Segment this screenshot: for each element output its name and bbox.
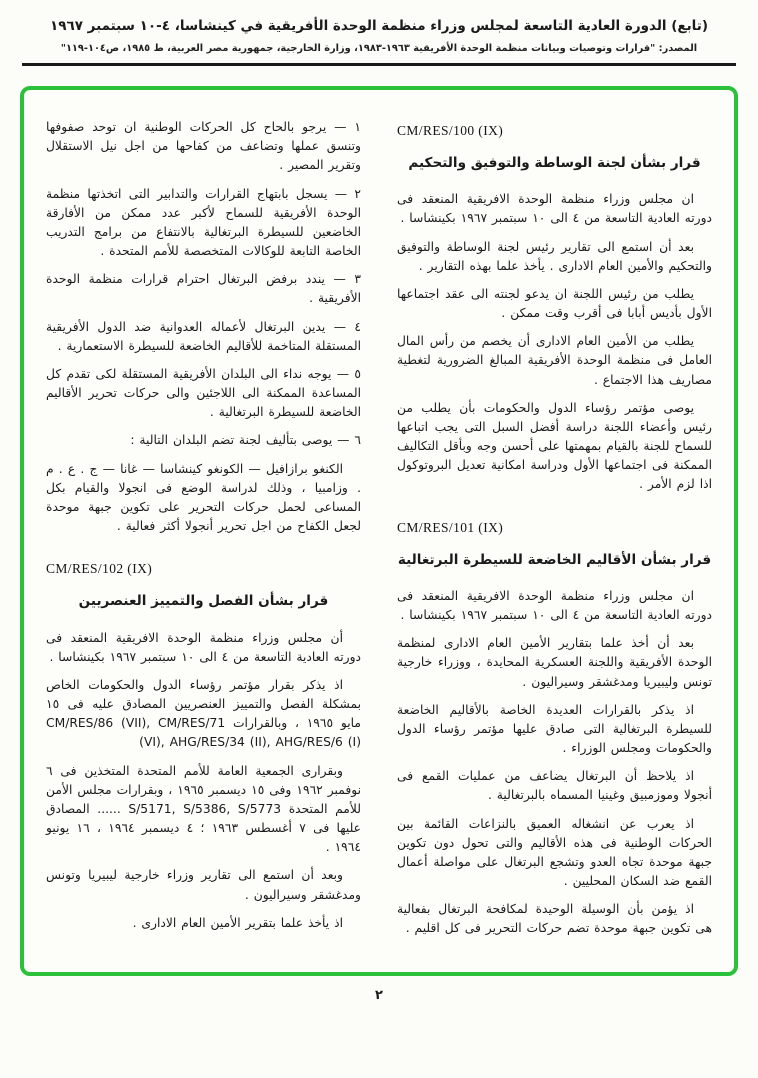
right-column xyxy=(397,118,712,948)
operative-clause-5: ٥ — يوجه نداء الى البلدان الأفريقية المستقلة لكى تقدم كل المساعدة الممكنة الى اللاجئين والى حركات تحرير الأقاليم الخاضعة للسيطرة البرتغالية . xyxy=(46,366,361,420)
operative-clause-6: ٦ — يوصى بتأليف لجنة تضم البلدان التالية : xyxy=(130,433,361,448)
resolution-paragraph: اذ يؤمن بأن الوسيلة الوحيدة لمكافحة البرتغال بفعالية هى تكوين جبهة موحدة تضم حركات التحرير فى كل اقليم . xyxy=(397,902,712,936)
header-divider xyxy=(22,63,736,66)
resolution-paragraph: ان مجلس وزراء منظمة الوحدة الافريقية المنعقد فى دورته العادية التاسعة من ٤ الى ١٠ سبتمبر ١٩٦٧ بكينشاسا . xyxy=(397,588,712,623)
resolution-paragraph: اذ يأخذ علما بتقرير الأمين العام الادارى . xyxy=(132,915,343,930)
content-frame xyxy=(20,86,738,976)
resolution-title-101: قرار بشأن الأقاليم الخاضعة للسيطرة البرتغالية xyxy=(397,551,712,568)
resolution-paragraph: اذ يذكر بقرار مؤتمر رؤساء الدول والحكومات الخاص بمشكلة الفصل والتمييز العنصريين المصادق عليه فى ١٥ مايو ١٩٦٥ ، وبالقرارات CM/RES/86 (VII), CM/RES/71 (VI), AHG/RES/34 (II), AHG/RES/6 (I) xyxy=(46,677,361,750)
operative-clause-2: ٢ — يسجل بابتهاج القرارات والتدابير التى اتخذتها منظمة الوحدة الأفريقية للسماح لأكبر عدد ممكن من الأفارقة الخاضعين للسيطرة البرتغالية بالانتفاع من برامج التدريب الخاصة التابعة للوكالات المتخصصة للأمم المتحدة . xyxy=(46,186,361,259)
resolution-code-102: CM/RES/102 (IX) xyxy=(46,561,153,577)
resolution-paragraph: بعد أن استمع الى تقارير رئيس لجنة الوساطة والتوفيق والتحكيم والأمين العام الادارى . يأخذ علما بهذه التقارير . xyxy=(397,239,712,273)
resolution-paragraph: ان مجلس وزراء منظمة الوحدة الافريقية المنعقد فى دورته العادية التاسعة من ٤ الى ١٠ سبتمبر ١٩٦٧ بكينشاسا . xyxy=(397,192,712,226)
resolution-code-101: CM/RES/101 (IX) xyxy=(397,519,504,535)
two-column-layout xyxy=(46,118,712,948)
operative-clause-4: ٤ — يدين البرتغال لأعماله العدوانية ضد الدول الأفريقية المستقلة المتاخمة للأقاليم الخاضعة للسيطرة الاستعمارية . xyxy=(46,319,361,353)
operative-clause-3: ٣ — يندد برفض البرتغال احترام قرارات منظمة الوحدة الأفريقية . xyxy=(46,272,361,306)
resolution-paragraph: اذ يلاحظ أن البرتغال يضاعف من عمليات القمع فى أنجولا وموزمبيق وغينيا المسماه بالبرتغالية . xyxy=(397,769,712,803)
resolution-paragraph: أن مجلس وزراء منظمة الوحدة الافريقية المنعقد فى دورته العادية التاسعة من ٤ الى ١٠ سبتمبر ١٩٦٧ بكينشاسا . xyxy=(46,630,361,664)
resolution-paragraph: وبقرارى الجمعية العامة للأمم المتحدة المتخذين فى ٦ نوفمبر ١٩٦٢ وفى ١٥ ديسمبر ١٩٦٥ ، وبقرارات مجلس الأمن للأمم المتحدة S/5171, S/5386, S/5773 ...... المصادق عليها فى ٧ أغسطس ١٩٦٣ ؛ ٤ ديسمبر ١٩٦٤ ، ١٦ يونيو ١٩٦٤ . xyxy=(46,763,362,855)
resolution-title-100: قرار بشأن لجنة الوساطة والتوفيق والتحكيم xyxy=(408,155,701,172)
operative-clause-1: ١ — يرجو بالحاح كل الحركات الوطنية ان توحد صفوفها وتنسق عملها وتضاعف من كفاحها من اجل نيل الاستقلال وتقرير المصير . xyxy=(46,120,361,173)
resolution-title-102: قرار بشأن الفصل والتمييز العنصريين xyxy=(78,593,329,610)
source-citation: المصدر: "قرارات وتوصيات وبيانات منظمة الوحدة الأفريقية ١٩٦٣-١٩٨٣، وزارة الخارجية، جمهورية مصر العربية، ط ١٩٨٥، ص١٠٤-١١٩" xyxy=(60,43,698,54)
resolution-paragraph: اذ يعرب عن انشغاله العميق بالنزاعات القائمة بين الحركات الوطنية فى هذه الأقاليم والتى تحول دون تكوين جبهة موحدة تجاه العدو وتشجع البرتغال على مواصلة أعمال القمع ضد السكان المحليين . xyxy=(397,816,712,889)
resolution-paragraph: بعد أن أخذ علما بتقارير الأمين العام الادارى لمنظمة الوحدة الأفريقية واللجنة العسكرية المحايدة ، ووزراء خارجية تونس وليبيريا ومدغشقر وسيراليون . xyxy=(397,636,712,689)
resolution-paragraph: يطلب من رئيس اللجنة ان يدعو لجنته الى عقد اجتماعها الأول بأديس أبابا فى أقرب وقت ممكن . xyxy=(397,286,712,321)
left-column xyxy=(46,118,361,948)
page-number: ٢ xyxy=(375,987,383,1003)
resolution-paragraph: يطلب من الأمين العام الادارى أن يخصم من رأس المال العامل فى منظمة الوحدة الأفريقية المبالغ الضرورية لتغطية مصاريف هذا الاجتماع . xyxy=(397,334,712,387)
committee-countries-list: الكنغو برازافيل — الكونغو كينشاسا — غانا — ج . ع . م . وزامبيا ، وذلك لدراسة الوضع فى انجولا والقيام بكل المساعى لحمل حركات التحرير على تكوين جبهة موحدة لجعل الكفاح من اجل تحرير أنجولا أكثر فعالية . xyxy=(46,461,361,534)
document-title: (تابع) الدورة العادية التاسعة لمجلس وزراء منظمة الوحدة الأفريقية في كينشاسا، ٤-١٠ سبتمبر ١٩٦٧ xyxy=(50,18,708,34)
resolution-paragraph: يوصى مؤتمر رؤساء الدول والحكومات بأن يطلب من رئيس وأعضاء اللجنة دراسة أفضل السبل التى يجب اتباعها للسماح للجنة بالقيام بمهمتها على أحسن وجه وبأقل التكاليف الممكنة فى اجتماعها الأول ودراسة امكانية تعديل البروتوكول اذا لزم الأمر . xyxy=(397,400,712,492)
page-header xyxy=(14,18,744,66)
resolution-code-100: CM/RES/100 (IX) xyxy=(397,123,504,138)
resolution-paragraph: وبعد أن استمع الى تقارير وزراء خارجية ليبيريا وتونس ومدغشقر وسيراليون . xyxy=(46,868,361,902)
resolution-paragraph: اذ يذكر بالقرارات العديدة الخاصة بالأقاليم الخاضعة للسيطرة البرتغالية التى صادق عليها مؤتمر رؤساء الدول والحكومات ومجلس الوزراء . xyxy=(397,702,712,756)
